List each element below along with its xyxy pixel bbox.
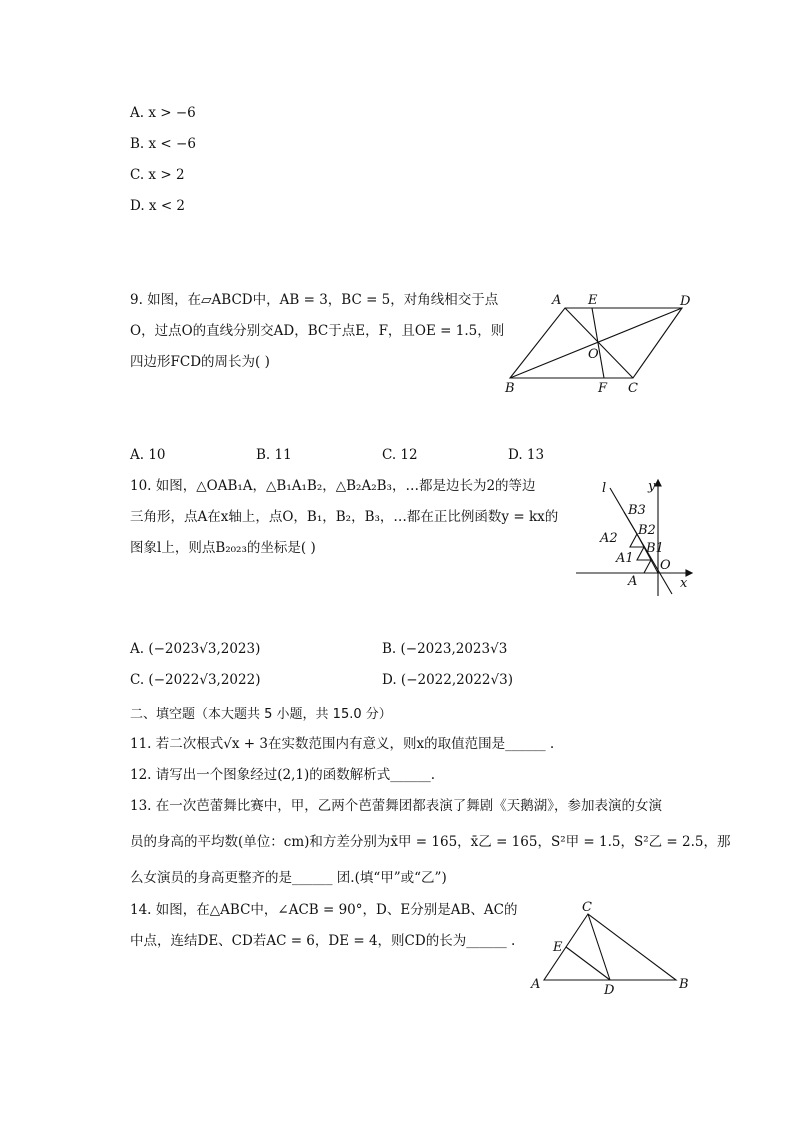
label-b: B [505,381,515,396]
q10-line-1: 10. 如图，△OAB₁A，△B₁A₁B₂，△B₂A₂B₃，…都是边长为2的等边 [130,478,536,494]
diagonal-ac [565,308,633,378]
label-o: O [588,347,599,362]
q8-option-b: B. x < −6 [130,136,196,152]
q13-line-3: 么女演员的身高更整齐的是______ 团.(填“甲”或“乙”) [130,870,447,886]
label-d: D [604,983,615,998]
label-o: O [660,558,671,573]
label-a: A [628,574,638,589]
q10-option-c: C. (−2022√3,2022) [130,672,261,688]
section-heading: 二、填空题（本大题共 5 小题，共 15.0 分） [130,707,392,722]
q10-line-2: 三角形，点A在x轴上，点O，B₁，B₂，B₃，…都在正比例函数y = kx的 [130,509,559,525]
label-b1: B1 [646,541,664,556]
coordinate-figure [574,476,694,600]
q13-line-2: 员的身高的平均数(单位：cm)和方差分别为x̄甲 = 165，x̄乙 = 165，S²甲 = 1.5，S²乙 = 2.5，那 [130,834,731,850]
triangle-abc [544,914,676,980]
label-e: E [588,293,598,308]
label-b3: B3 [628,503,646,518]
q9-line-3: 四边形FCD的周长为( ) [130,354,270,370]
segment-de [566,947,610,980]
diagonal-bd [510,308,682,378]
label-b2: B2 [638,523,656,538]
q9-option-d: D. 13 [508,447,545,463]
segment-cd [588,914,610,980]
label-a2: A2 [600,531,618,546]
q10-option-b: B. (−2023,2023√3 [382,641,508,657]
q9-option-b: B. 11 [256,447,292,463]
label-d: D [680,294,691,309]
q12: 12. 请写出一个图象经过(2,1)的函数解析式______. [130,767,436,783]
label-l: l [602,481,607,496]
parallelogram-figure [500,288,700,400]
q9-line-1: 9. 如图，在▱ABCD中，AB = 3，BC = 5，对角线相交于点 [130,292,499,308]
q13-line-1: 13. 在一次芭蕾舞比赛中，甲，乙两个芭蕾舞团都表演了舞剧《天鹅湖》，参加表演的女演 [130,798,663,814]
q11: 11. 若二次根式√x + 3在实数范围内有意义，则x的取值范围是______ . [130,736,555,752]
q9-option-a: A. 10 [130,447,166,463]
q8-option-d: D. x < 2 [130,198,186,214]
y-axis-arrow [655,480,661,486]
q10-option-d: D. (−2022,2022√3) [382,672,513,688]
q9-option-c: C. 12 [382,447,418,463]
label-y: y [648,479,656,494]
label-b: B [679,977,689,992]
label-x: x [680,576,688,591]
line-ef [592,308,604,378]
triangle-figure [526,898,696,998]
label-a1: A1 [616,551,634,566]
q9-line-2: O，过点O的直线分别交AD，BC于点E，F，且OE = 1.5，则 [130,323,505,339]
q14-line-1: 14. 如图，在△ABC中，∠ACB = 90°，D、E分别是AB、AC的 [130,902,518,918]
label-c: C [628,381,638,396]
q14-line-2: 中点，连结DE、CD若AC = 6，DE = 4，则CD的长为______ . [130,933,516,949]
label-a: A [531,977,541,992]
label-f: F [598,381,608,396]
label-a: A [552,293,562,308]
label-c: C [582,900,592,915]
q8-option-a: A. x > −6 [130,105,196,121]
label-e: E [553,940,563,955]
q10-option-a: A. (−2023√3,2023) [130,641,261,657]
q10-line-3: 图象l上，则点B₂₀₂₃的坐标是( ) [130,540,316,556]
q8-option-c: C. x > 2 [130,167,185,183]
